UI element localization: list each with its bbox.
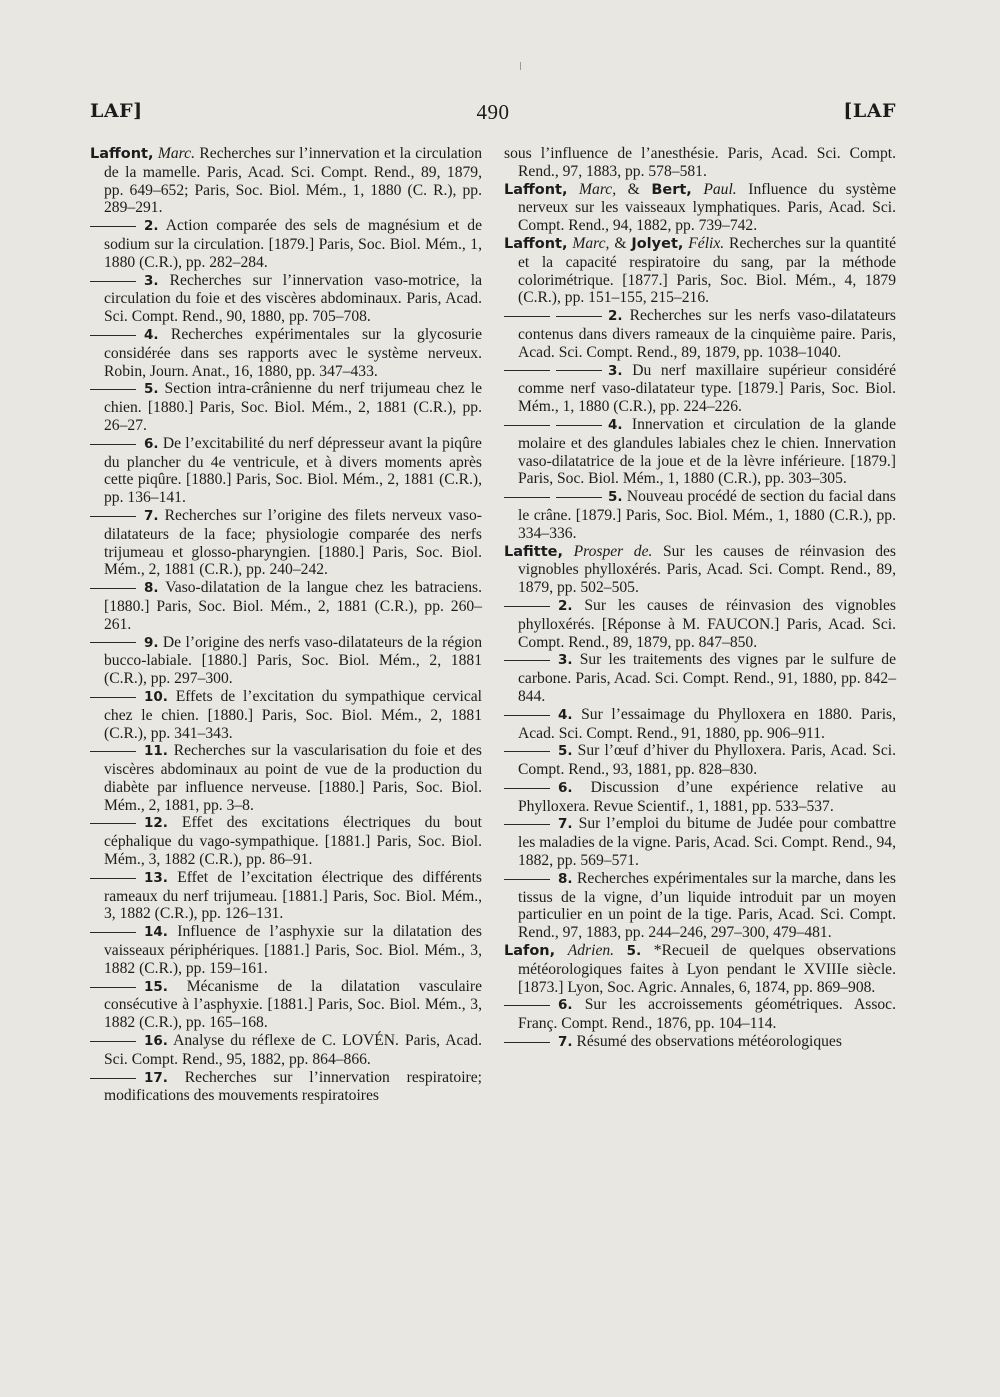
ditto-rule: [504, 497, 550, 498]
ditto-rule: [556, 497, 602, 498]
entry-text: Innervation et circulation de la glande molaire et des glandules labiales chez le chien. Innervation vaso-dilatatrice de la joue et de la lèvre inférieure. [1879.] Paris, Soc. Biol. Mém., 1, 1880 (C.R.), pp. 303–305.: [518, 415, 896, 488]
ditto-rule: [90, 444, 136, 445]
bibliography-entry: [504, 1033, 896, 1052]
bibliography-entry: [504, 416, 896, 488]
bibliography-entry: [90, 507, 482, 579]
entry-text: Nouveau procédé de section du facial dans le crâne. [1879.] Paris, Soc. Biol. Mém., 1, 1880 (C.R.), pp. 334–336.: [518, 488, 896, 542]
entry-number: 6.: [558, 997, 573, 1014]
entry-text: Recherches expérimentales sur la marche, dans les tissus de la vigne, d’un liquide introduit par un moyen particulier en un point de la tige. Paris, Acad. Sci. Compt. Rend., 97, 1883, pp. 244–246, 297–300, 479–481.: [518, 869, 896, 942]
entry-text: Sur l’emploi du bitume de Judée pour combattre les maladies de la vigne. Paris, Acad. Sci. Compt. Rend., 94, 1882, pp. 569–571.: [518, 815, 896, 870]
entry-number: 8.: [558, 870, 573, 887]
entry-text: *Recueil de quelques observations météorologiques faites à Lyon pendant le XVIIIe siècle. [1873.] Lyon, Soc. Agric. Annales, 6, 1874, pp. 869–908.: [518, 942, 896, 996]
bibliography-entry: [504, 543, 896, 597]
entry-text: Recherches sur l’innervation vaso-motrice, la circulation du foie et des viscères abdominaux. Paris, Acad. Sci. Compt. Rend., 90, 1880, pp. 705–708.: [104, 271, 482, 326]
entry-number: 14.: [144, 924, 168, 941]
bibliography-entry: [90, 326, 482, 380]
bibliography-entry: [504, 996, 896, 1033]
entry-text: De l’origine des nerfs vaso-dilatateurs de la région bucco-labiale. [1880.] Paris, Soc. Biol. Mém., 2, 1881 (C.R.), pp. 297–300.: [104, 633, 482, 688]
ampersand: &: [627, 180, 640, 198]
ditto-rule: [504, 751, 550, 752]
bibliography-entry: [90, 978, 482, 1032]
entry-text: Effet de l’excitation électrique des différents rameaux du nerf trijumeau. [1881.] Paris, Soc. Biol. Mém., 3, 1882 (C.R.), pp. 126–131.: [104, 868, 482, 923]
entry-number: 2.: [558, 597, 573, 614]
bibliography-entry: [90, 579, 482, 633]
entry-number: 4.: [144, 326, 159, 343]
bibliography-entry: [90, 435, 482, 507]
ditto-rule: [90, 823, 136, 824]
entry-text: Recherches sur la vascularisation du foie et des viscères abdominaux au point de vue de la production du diabète par influence nerveuse. [1880.] Paris, Soc. Biol. Mém., 2, 1881, pp. 3–8.: [104, 742, 482, 814]
entry-text: Sur l’essaimage du Phylloxera en 1880. Paris, Acad. Sci. Compt. Rend., 91, 1880, pp. 906–911.: [518, 705, 896, 742]
bibliography-entry: [90, 1069, 482, 1106]
entry-text: Résumé des observations météorologiques: [576, 1033, 842, 1051]
ditto-rule: [504, 879, 550, 880]
ditto-rule: [90, 389, 136, 390]
entry-text: Recherches sur l’origine des filets nerveux vaso-dilatateurs de la face; physiologie comparée des nerfs trijumeau et glosso-pharyngien. [1880.] Paris, Soc. Biol. Mém., 2, 1881 (C.R.), pp. 240–242.: [104, 506, 482, 579]
entry-text: Sur l’œuf d’hiver du Phylloxera. Paris, Acad. Sci. Compt. Rend., 93, 1881, pp. 828–830.: [518, 742, 896, 779]
entry-number: 5.: [558, 743, 573, 760]
entry-number: 11.: [144, 743, 168, 760]
author-name: Laffont,: [90, 146, 154, 162]
ditto-rule: [90, 697, 136, 698]
entry-number: 5.: [626, 943, 642, 960]
ditto-rule: [504, 660, 550, 661]
bibliography-entry: [90, 380, 482, 434]
author-given-name: Prosper de.: [573, 542, 653, 560]
entry-number: 5.: [608, 489, 623, 506]
entry-number: 7.: [144, 507, 159, 524]
ditto-rule: [556, 316, 602, 317]
entry-text: Action comparée des sels de magnésium et de sodium sur la circulation. [1879.] Paris, Soc. Biol. Mém., 1, 1880 (C.R.), pp. 282–284.: [104, 217, 483, 271]
entry-number: 12.: [144, 815, 168, 832]
bibliography-entry: [90, 272, 482, 326]
ditto-rule: [90, 987, 136, 988]
entry-text: Recherches expérimentales sur la glycosurie considérée dans ses rapports avec le système nerveux. Robin, Journ. Anat., 16, 1880, pp. 347–433.: [104, 325, 482, 380]
ditto-rule: [504, 824, 550, 825]
entry-text: Sur les causes de réinvasion des vignobles phylloxérés. [Réponse à M. FAUCON.] Paris, Acad. Sci. Compt. Rend., 89, 1879, pp. 847–850.: [518, 596, 896, 651]
right-column: [504, 145, 896, 1052]
ditto-rule: [90, 516, 136, 517]
bibliography-entry: [504, 362, 896, 416]
bibliography-entry: [90, 688, 482, 742]
entry-text: Effet des excitations électriques du bout céphalique du vago-sympathique. [1881.] Paris, Soc. Biol. Mém., 3, 1882 (C.R.), pp. 86–91.: [104, 814, 482, 869]
bibliography-entry: [504, 597, 896, 651]
ditto-rule: [90, 878, 136, 879]
ditto-rule: [90, 588, 136, 589]
bibliography-entry: [90, 869, 482, 923]
entry-text: Influence de l’asphyxie sur la dilatation des vaisseaux périphériques. [1881.] Paris, Soc. Biol. Mém., 3, 1882 (C.R.), pp. 159–161.: [104, 923, 483, 977]
header-right-guide: [LAF: [843, 100, 896, 122]
author-given-name: Marc.: [157, 145, 195, 162]
author-name: Laffont,: [504, 235, 568, 252]
bibliography-entry: [90, 634, 482, 688]
entry-text: Analyse du réflexe de C. LOVÉN. Paris, Acad. Sci. Compt. Rend., 95, 1882, pp. 864–866.: [104, 1032, 482, 1068]
ditto-rule: [556, 425, 602, 426]
left-column: [90, 145, 482, 1105]
coauthor-name: Jolyet,: [631, 235, 684, 252]
entry-text: Discussion d’une expérience relative au Phylloxera. Revue Scientif., 1, 1881, pp. 533–537.: [518, 778, 896, 815]
bibliography-entry: [90, 217, 482, 271]
author-given-name: Adrien.: [567, 942, 615, 960]
entry-number: 3.: [144, 272, 159, 289]
bibliography-entry: [504, 181, 896, 235]
ditto-rule: [504, 1005, 550, 1006]
bibliography-entry: [504, 870, 896, 942]
entry-number: 4.: [558, 706, 573, 723]
entry-text: Effets de l’excitation du sympathique cervical chez le chien. [1880.] Paris, Soc. Biol. Mém., 2, 1881 (C.R.), pp. 341–343.: [104, 687, 482, 742]
page-number: 490: [476, 100, 510, 124]
entry-text: Recherches sur l’innervation respiratoire; modifications des mouvements respiratoires: [104, 1068, 482, 1105]
bibliography-entry: [504, 942, 896, 996]
bibliography-entry: [504, 706, 896, 743]
ditto-rule: [90, 1041, 136, 1042]
entry-number: 17.: [144, 1069, 168, 1086]
ditto-rule: [90, 226, 136, 227]
entry-number: 8.: [144, 580, 159, 597]
entry-number: 6.: [558, 779, 573, 796]
author-given-name: Marc,: [579, 180, 617, 198]
page-header: [90, 100, 896, 132]
entry-number: 13.: [144, 869, 168, 886]
entry-number: 10.: [144, 688, 168, 705]
entry-text: Du nerf maxillaire supérieur considéré comme nerf vaso-dilatateur type. [1879.] Paris, Soc. Biol. Mém., 1, 1880 (C.R.), pp. 224–226.: [518, 361, 896, 416]
ditto-rule: [504, 425, 550, 426]
entry-number: 7.: [558, 1034, 573, 1051]
bibliography-entry: [504, 235, 896, 307]
entry-text: Section intra-crânienne du nerf trijumeau chez le chien. [1880.] Paris, Soc. Biol. Mém., 2, 1881 (C.R.), pp. 26–27.: [104, 380, 482, 434]
ditto-rule: [90, 281, 136, 282]
entry-number: 16.: [144, 1033, 168, 1050]
ditto-rule: [90, 1078, 136, 1079]
coauthor-name: Bert,: [651, 181, 692, 198]
entry-text: De l’excitabilité du nerf dépresseur avant la piqûre du plancher du 4e ventricule, et à divers moments après cette piqûre. [1880.] Paris, Soc. Biol. Mém., 2, 1881 (C.R.), pp. 136–141.: [104, 434, 482, 507]
ditto-rule: [90, 932, 136, 933]
ditto-rule: [504, 788, 550, 789]
ditto-rule: [90, 335, 136, 336]
bibliography-entry: [90, 145, 482, 217]
entry-text: Vaso-dilatation de la langue chez les batraciens. [1880.] Paris, Soc. Biol. Mém., 2, 1881 (C.R.), pp. 260–261.: [104, 579, 482, 633]
entry-number: 2.: [608, 308, 623, 325]
bibliography-entry: [504, 488, 896, 542]
bibliography-entry: [90, 814, 482, 868]
entry-text: Sur les accroissements géométriques. Assoc. Franç. Compt. Rend., 1876, pp. 104–114.: [518, 996, 897, 1033]
coauthor-given-name: Félix.: [688, 234, 725, 252]
header-left-guide: LAF]: [90, 100, 143, 122]
author-name: Lafon,: [504, 943, 556, 960]
entry-text: Recherches sur la quantité et la capacité respiratoire du sang, par la méthode colorimétrique. [1877.] Paris, Soc. Biol. Mém., 4, 1879 (C.R.), pp. 151–155, 215–216.: [518, 234, 897, 307]
entry-text: Sur les causes de réinvasion des vignobles phylloxérés. Paris, Acad. Sci. Compt. Rend., 89, 1879, pp. 502–505.: [518, 542, 896, 597]
bibliography-entry: [504, 651, 896, 705]
entry-text: Sur les traitements des vignes par le sulfure de carbone. Paris, Acad. Sci. Compt. Rend., 91, 1880, pp. 842–844.: [518, 651, 896, 705]
entry-number: 3.: [608, 362, 623, 379]
bibliography-entry: [90, 742, 482, 814]
entry-text: Influence du système nerveux sur les vaisseaux lymphatiques. Paris, Acad. Sci. Compt. Rend., 94, 1882, pp. 739–742.: [518, 180, 896, 235]
entry-text: Recherches sur les nerfs vaso-dilatateurs contenus dans divers rameaux de la cinquième paire. Paris, Acad. Sci. Compt. Rend., 89, 1879, pp. 1038–1040.: [518, 307, 897, 361]
entry-number: 7.: [558, 816, 573, 833]
ditto-rule: [90, 751, 136, 752]
ditto-rule: [504, 1042, 550, 1043]
ditto-rule: [504, 715, 550, 716]
scan-mark: [520, 62, 521, 70]
entry-number: 9.: [144, 634, 159, 651]
ditto-rule: [504, 606, 550, 607]
ampersand: &: [614, 234, 627, 252]
coauthor-given-name: Paul.: [703, 180, 737, 198]
bibliography-entry: [504, 307, 896, 361]
entry-number: 4.: [608, 416, 623, 433]
entry-number: 15.: [144, 978, 168, 995]
entry-number: 5.: [144, 381, 159, 398]
entry-number: 2.: [144, 218, 159, 235]
author-given-name: Marc,: [572, 234, 610, 252]
bibliography-entry: [504, 815, 896, 869]
bibliography-entry: [504, 742, 896, 779]
author-name: Lafitte,: [504, 543, 563, 560]
bibliography-entry: [90, 1032, 482, 1069]
ditto-rule: [504, 316, 550, 317]
bibliography-entry: [504, 779, 896, 816]
ditto-rule: [504, 370, 550, 371]
entry-text: Mécanisme de la dilatation vasculaire consécutive à l’asphyxie. [1881.] Paris, Soc. Biol. Mém., 3, 1882 (C.R.), pp. 165–168.: [104, 977, 482, 1032]
ditto-rule: [556, 370, 602, 371]
bibliography-entry: [504, 145, 896, 181]
bibliography-entry: [90, 923, 482, 977]
entry-number: 3.: [558, 652, 573, 669]
entry-text: Recherches sur l’innervation et la circulation de la mamelle. Paris, Acad. Sci. Compt. Rend., 89, 1879, pp. 649–652; Paris, Soc. Biol. Mém., 1, 1880 (C. R.), pp. 289–291.: [104, 145, 482, 217]
ditto-rule: [90, 642, 136, 643]
author-name: Laffont,: [504, 181, 568, 198]
entry-text: sous l’influence de l’anesthésie. Paris, Acad. Sci. Compt. Rend., 97, 1883, pp. 578–581.: [504, 145, 896, 180]
entry-number: 6.: [144, 435, 159, 452]
